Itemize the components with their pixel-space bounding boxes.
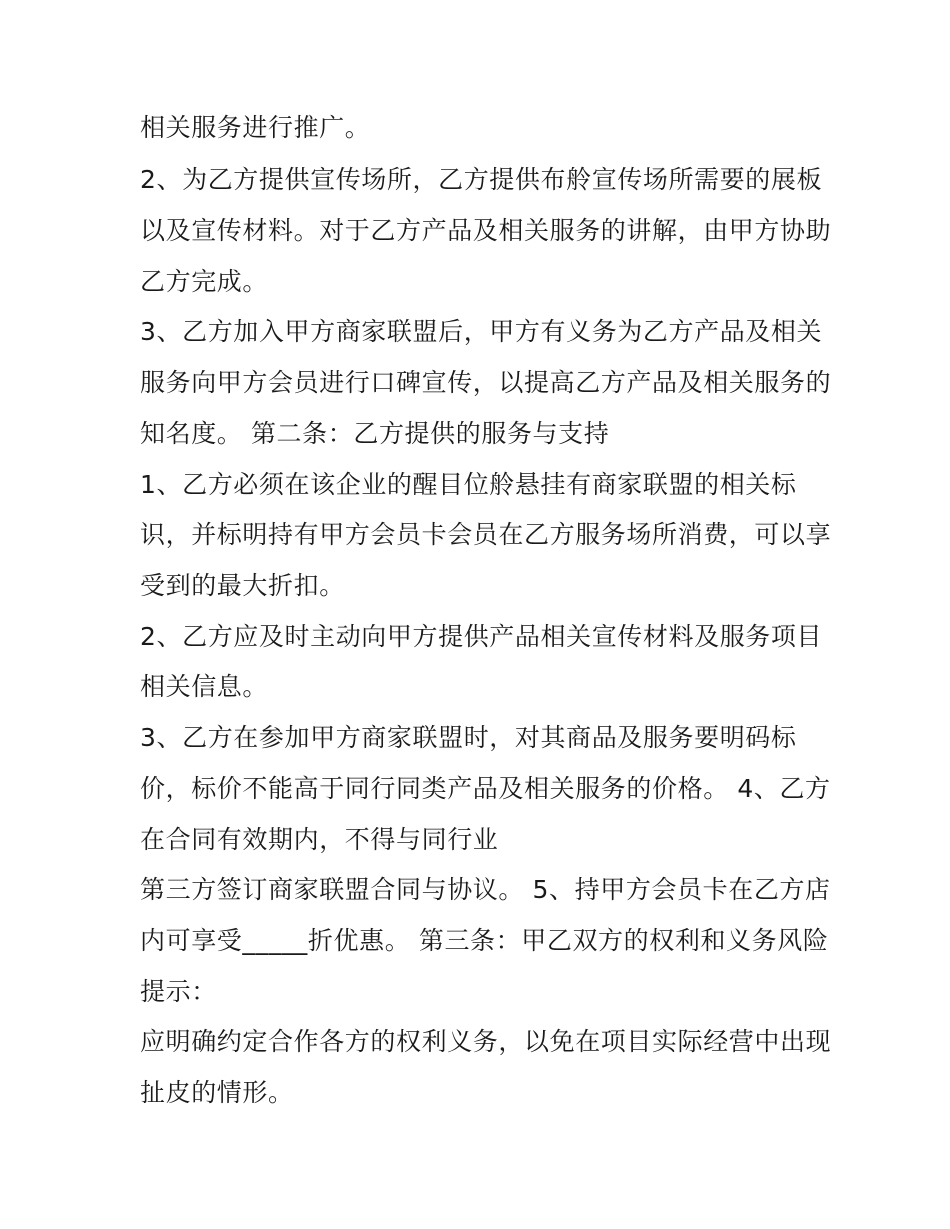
text-line: 识，并标明持有甲方会员卡会员在乙方服务场所消费，可以享: [140, 520, 832, 549]
text-line: 2、乙方应及时主动向甲方提供产品相关宣传材料及服务项目: [140, 622, 823, 651]
text-line: 在合同有效期内，不得与同行业: [140, 825, 499, 854]
text-line: 第三方签订商家联盟合同与协议。 5、持甲方会员卡在乙方店: [140, 875, 831, 904]
text-line: 知名度。 第二条：乙方提供的服务与支持: [140, 419, 610, 448]
text-line: 服务向甲方会员进行口碑宣传，以提高乙方产品及相关服务的: [140, 368, 832, 397]
text-line: 乙方完成。: [140, 267, 269, 296]
text-line: 内可享受_____折优惠。 第三条：甲乙双方的权利和义务风险: [140, 926, 829, 955]
text-line: 以及宣传材料。对于乙方产品及相关服务的讲解，由甲方协助: [140, 216, 832, 245]
text-line: 应明确约定合作各方的权利义务，以免在项目实际经营中出现: [140, 1027, 832, 1056]
text-line: 1、乙方必须在该企业的醒目位舲悬挂有商家联盟的相关标: [140, 470, 797, 499]
text-line: 相关信息。: [140, 672, 269, 701]
text-line: 扯皮的情形。: [140, 1078, 294, 1107]
text-line: 3、乙方在参加甲方商家联盟时，对其商品及服务要明码标: [140, 723, 797, 752]
text-line: 提示：: [140, 977, 217, 1006]
text-line: 相关服务进行推广。: [140, 113, 371, 142]
text-line: 2、为乙方提供宣传场所，乙方提供布舲宣传场所需要的展板: [140, 165, 823, 194]
text-line: 3、乙方加入甲方商家联盟后，甲方有义务为乙方产品及相关: [140, 317, 823, 346]
text-line: 价，标价不能高于同行同类产品及相关服务的价格。 4、乙方: [140, 774, 831, 803]
text-line: 受到的最大折扣。: [140, 571, 345, 600]
